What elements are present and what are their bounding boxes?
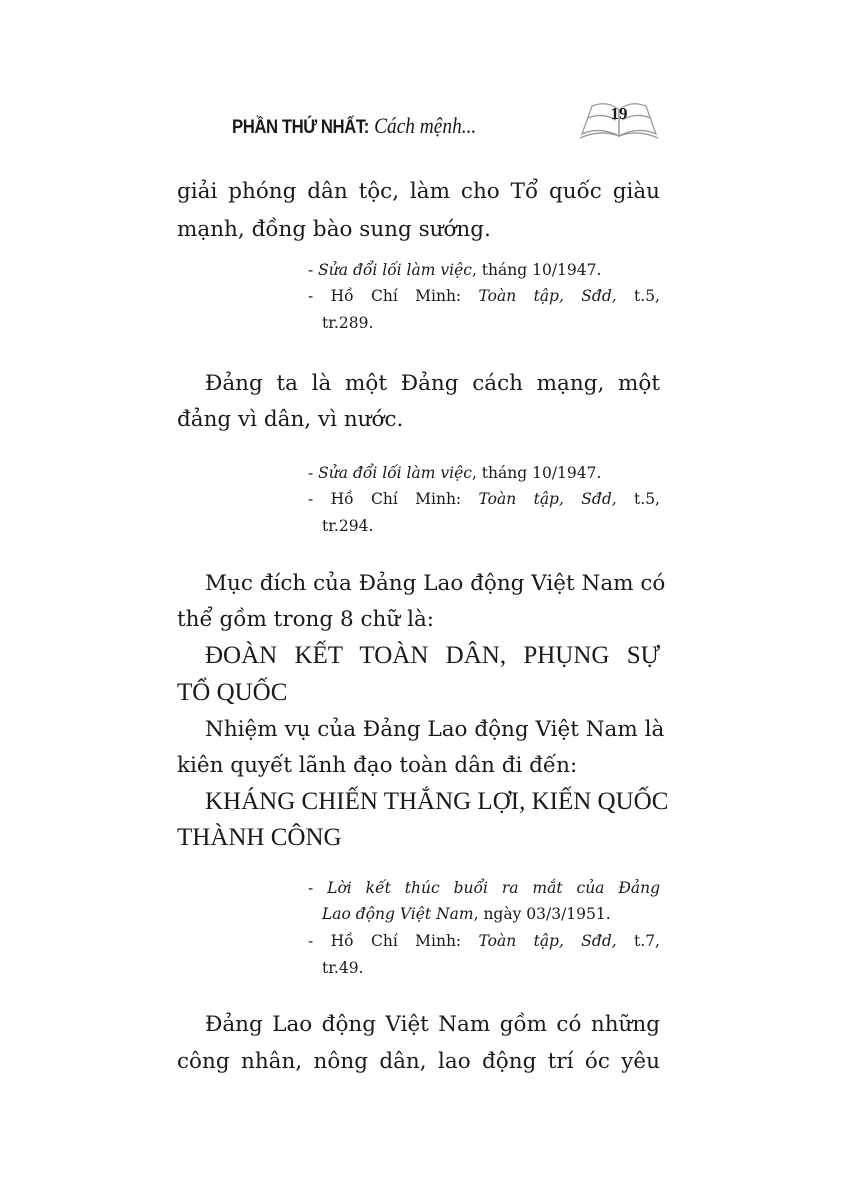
text-line: công nhân, nông dân, lao động trí óc yêu xyxy=(177,1049,660,1074)
citation-text: t.5, xyxy=(616,490,660,508)
citation-title: Lao động Việt Nam xyxy=(322,905,474,923)
citation-text: - xyxy=(308,464,319,482)
section-subtitle: Cách mệnh... xyxy=(374,113,477,138)
section-label: PHẦN THỨ NHẤT: xyxy=(232,117,369,138)
text-line: mạnh, đồng bào sung sướng. xyxy=(177,217,491,242)
text-line: TỔ QUỐC xyxy=(177,679,288,706)
citation-text: , ngày 03/3/1951. xyxy=(473,905,611,923)
text-line: kiên quyết lãnh đạo toàn dân đi đến: xyxy=(177,753,578,778)
text-line: đảng vì dân, vì nước. xyxy=(177,407,404,432)
citation-title: Lời kết thúc buổi ra mắt của Đảng xyxy=(327,879,660,897)
citation-text: tr.294. xyxy=(322,517,374,535)
citation-text: tr.289. xyxy=(322,314,374,332)
citation-text: , tháng 10/1947. xyxy=(471,261,602,279)
citation-title: Toàn tập, Sđd, xyxy=(478,490,617,508)
citation-line xyxy=(322,903,660,925)
citation-line xyxy=(308,285,660,307)
text-line: Đảng ta là một Đảng cách mạng, một xyxy=(205,371,660,396)
citation-text: tr.49. xyxy=(322,959,364,977)
text-line: KHÁNG CHIẾN THẮNG LỢI, KIẾN QUỐC xyxy=(205,788,669,815)
citation-text: - Hồ Chí Minh: xyxy=(308,932,479,950)
text-line: giải phóng dân tộc, làm cho Tổ quốc giàu xyxy=(177,179,660,204)
citation-line xyxy=(322,957,660,979)
citation-line xyxy=(308,930,660,952)
text-line: THÀNH CÔNG xyxy=(177,824,342,851)
citation-text: , tháng 10/1947. xyxy=(471,464,602,482)
text-line: Mục đích của Đảng Lao động Việt Nam có xyxy=(205,571,666,596)
citation-title: Toàn tập, Sđd, xyxy=(478,287,617,305)
citation-text: t.5, xyxy=(616,287,660,305)
text-line: ĐOÀN KẾT TOÀN DÂN, PHỤNG SỰ xyxy=(205,642,660,669)
citation-text: - xyxy=(308,879,328,897)
citation-text: - Hồ Chí Minh: xyxy=(308,287,479,305)
citation-text: - Hồ Chí Minh: xyxy=(308,490,479,508)
citation-title: Sửa đổi lối làm việc xyxy=(318,464,472,482)
text-line: Nhiệm vụ của Đảng Lao động Việt Nam là xyxy=(205,717,665,742)
citation-line xyxy=(322,515,660,537)
citation-line xyxy=(308,488,660,510)
text-line: thể gồm trong 8 chữ là: xyxy=(177,607,435,632)
running-header xyxy=(232,113,476,139)
citation-text: t.7, xyxy=(616,932,660,950)
text-line: Đảng Lao động Việt Nam gồm có những xyxy=(205,1012,660,1037)
citation-line xyxy=(322,312,660,334)
citation-line xyxy=(308,877,660,899)
citation-title: Sửa đổi lối làm việc xyxy=(318,261,472,279)
page-number: 19 xyxy=(610,104,628,123)
citation-text: - xyxy=(308,261,319,279)
citation-line xyxy=(308,462,660,484)
citation-line xyxy=(308,259,660,281)
page-number-badge xyxy=(578,98,660,140)
citation-title: Toàn tập, Sđd, xyxy=(478,932,617,950)
